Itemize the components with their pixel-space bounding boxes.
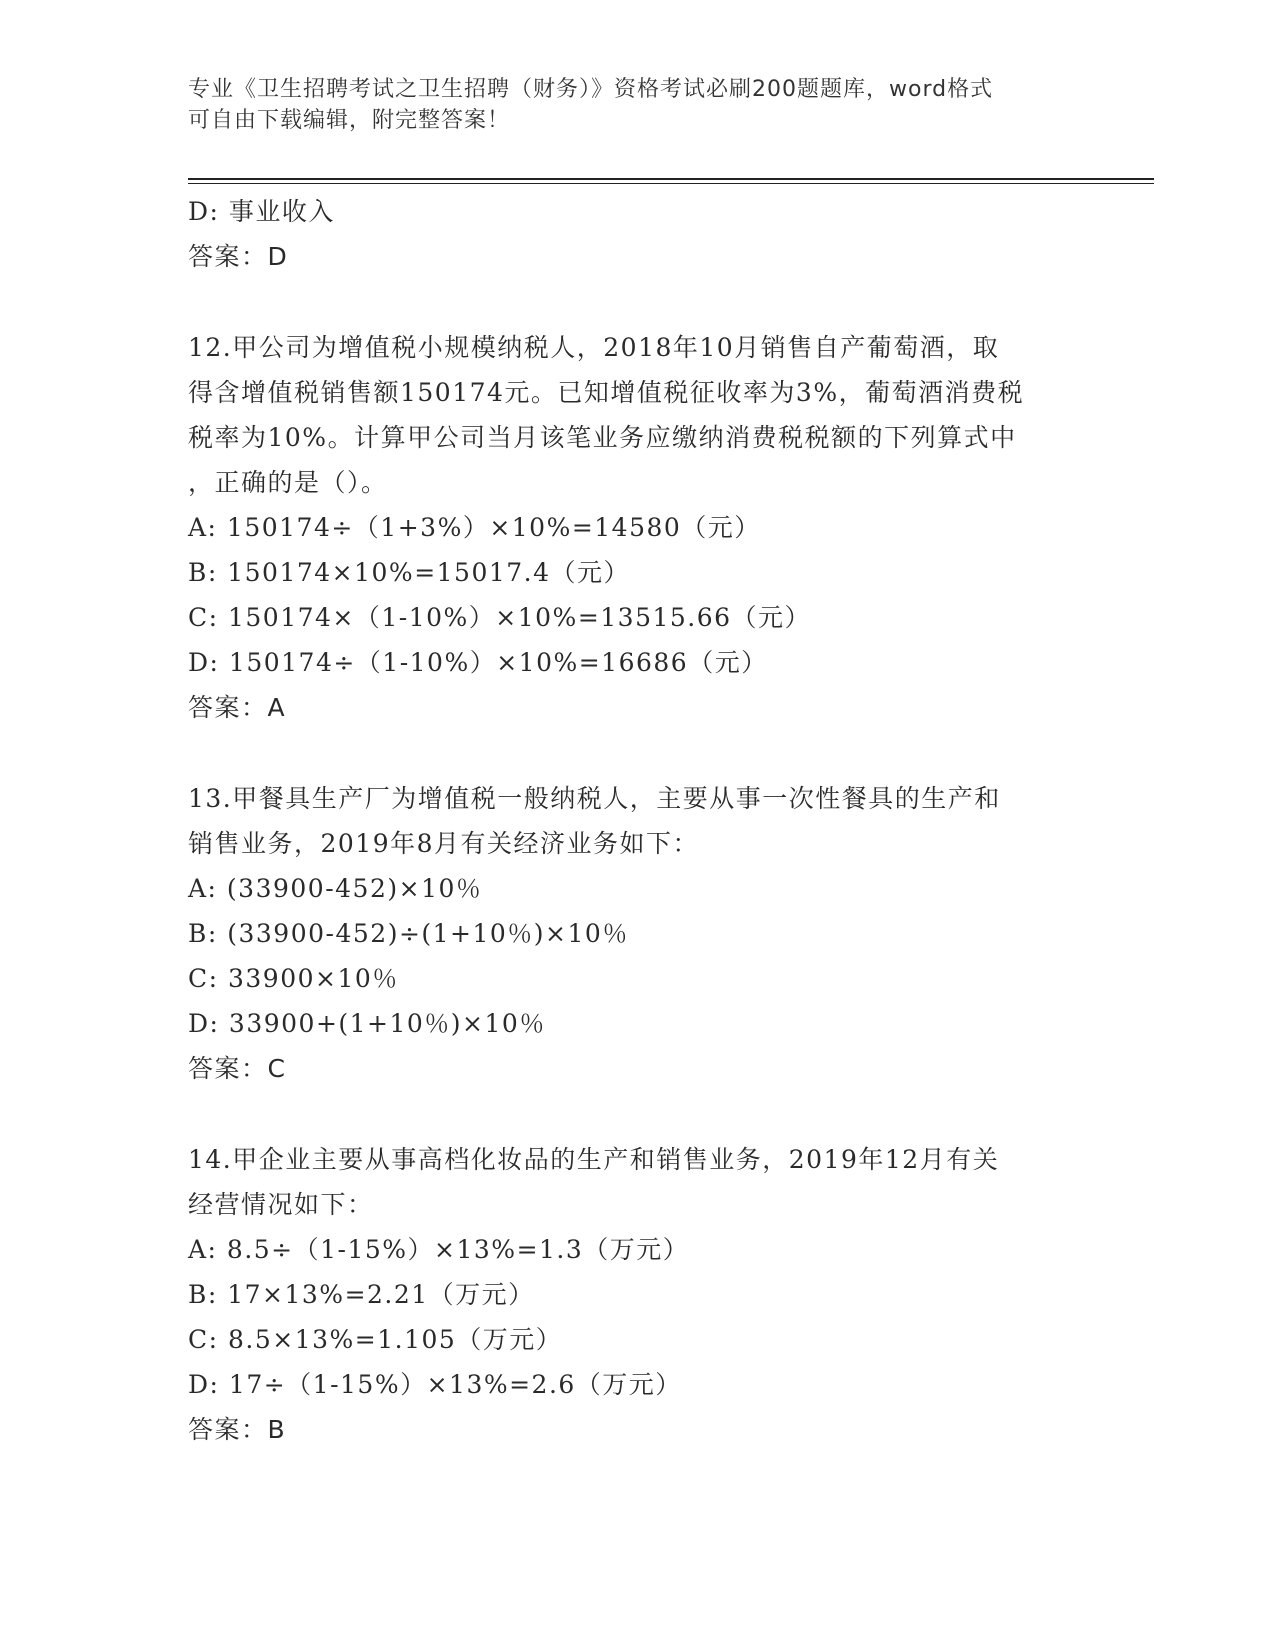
option-a: A: 8.5÷（1-15%）×13%=1.3（万元） <box>188 1235 690 1264</box>
option-a: A: 150174÷（1+3%）×10%=14580（元） <box>188 513 761 542</box>
question-text-line: ，正确的是（）。 <box>188 468 388 497</box>
answer-line: 答案：C <box>188 1054 287 1083</box>
question-13 <box>188 776 1088 1091</box>
previous-question-tail <box>188 189 1088 279</box>
question-text-line: 销售业务，2019年8月有关经济业务如下： <box>188 829 700 858</box>
question-text-line: 12.甲公司为增值税小规模纳税人，2018年10月销售自产葡萄酒，取 <box>188 333 1000 362</box>
option-d: D: 17÷（1-15%）×13%=2.6（万元） <box>188 1370 682 1399</box>
spacer <box>188 1091 1088 1137</box>
answer-line: 答案：A <box>188 693 287 722</box>
question-text-line: 14.甲企业主要从事高档化妆品的生产和销售业务，2019年12月有关 <box>188 1145 1000 1174</box>
option-b: B: (33900-452)÷(1+10％)×10％ <box>188 919 629 948</box>
answer-line: 答案：B <box>188 1415 287 1444</box>
question-content <box>188 189 1088 1452</box>
option-d: D: 事业收入 <box>188 197 335 226</box>
option-c: C: 8.5×13%=1.105（万元） <box>188 1325 563 1354</box>
option-b: B: 17×13%=2.21（万元） <box>188 1280 535 1309</box>
question-12 <box>188 325 1088 730</box>
option-d: D: 150174÷（1-10%）×10%=16686（元） <box>188 648 768 677</box>
question-text-line: 13.甲餐具生产厂为增值税一般纳税人，主要从事一次性餐具的生产和 <box>188 784 1001 813</box>
question-14 <box>188 1137 1088 1452</box>
document-header <box>188 74 1068 136</box>
spacer <box>188 730 1088 776</box>
header-divider-thin <box>188 183 1154 184</box>
answer-line: 答案：D <box>188 242 289 271</box>
option-b: B: 150174×10%=15017.4（元） <box>188 558 631 587</box>
option-a: A: (33900-452)×10％ <box>188 874 483 903</box>
header-line-1: 专业《卫生招聘考试之卫生招聘（财务）》资格考试必刷200题题库，word格式 <box>188 77 994 102</box>
question-text-line: 得含增值税销售额150174元。已知增值税征收率为3%，葡萄酒消费税 <box>188 378 1025 407</box>
question-text-line: 税率为10%。计算甲公司当月该笔业务应缴纳消费税税额的下列算式中 <box>188 423 1017 452</box>
header-line-2: 可自由下载编辑，附完整答案！ <box>188 108 511 133</box>
spacer <box>188 279 1088 325</box>
option-c: C: 150174×（1-10%）×10%=13515.66（元） <box>188 603 812 632</box>
option-d: D: 33900+(1+10％)×10％ <box>188 1009 546 1038</box>
header-divider-thick <box>188 178 1154 180</box>
option-c: C: 33900×10％ <box>188 964 399 993</box>
question-text-line: 经营情况如下： <box>188 1190 374 1219</box>
